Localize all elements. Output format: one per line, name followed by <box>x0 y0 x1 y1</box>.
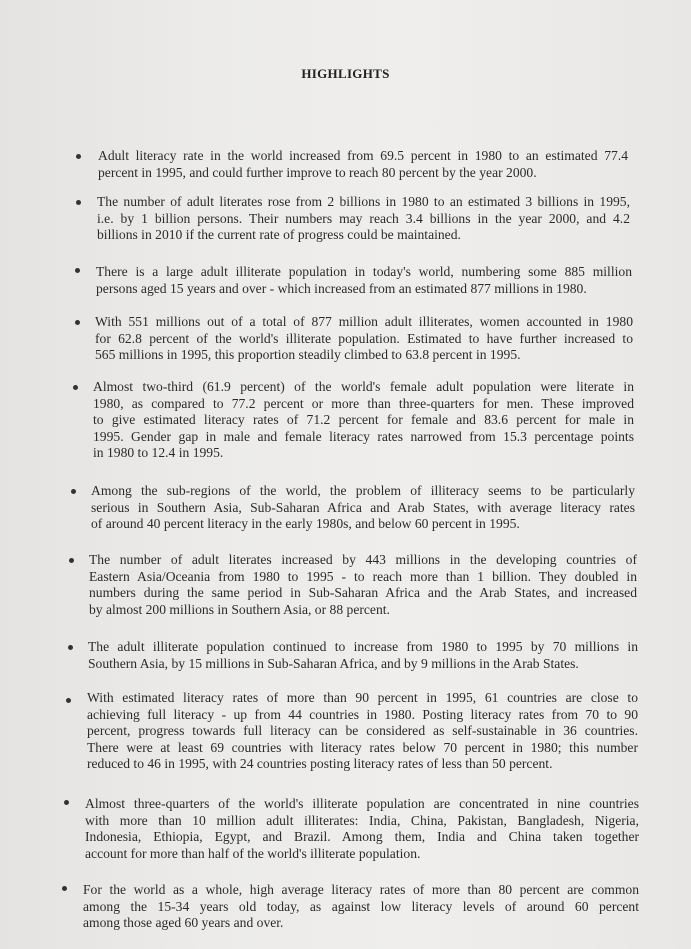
bullet-icon <box>75 268 80 273</box>
highlight-line: numbers during the same period in Sub-Saharan Africa and the Arab States, and increased <box>89 585 637 601</box>
highlight-line: Almost two-third (61.9 percent) of the world's female adult population were literate in <box>93 379 634 394</box>
highlight-text <box>98 148 628 181</box>
bullet-icon <box>66 698 71 703</box>
highlight-line: With 551 millions out of a total of 877 million adult illiterates, women accounted in 1980 <box>95 314 633 329</box>
highlight-line: The number of adult literates rose from 2 billions in 1980 to an estimated 3 billions in 1995, <box>97 194 630 209</box>
highlight-line: Eastern Asia/Oceania from 1980 to 1995 - to reach more than 1 billion. They doubled in <box>89 568 637 584</box>
bullet-icon <box>76 154 81 159</box>
highlight-text <box>88 639 638 672</box>
highlight-line: There is a large adult illiterate population in today's world, numbering some 885 million <box>96 264 632 279</box>
highlight-line: 1995. Gender gap in male and female literacy rates narrowed from 15.3 percentage points <box>93 428 634 444</box>
highlight-line: percent, progress towards full literacy can be considered as self-sustainable in 36 countries. <box>87 723 638 739</box>
highlight-text <box>83 882 639 932</box>
highlight-text <box>95 314 633 364</box>
highlight-text <box>87 690 638 773</box>
bullet-icon <box>64 800 69 805</box>
highlight-line: serious in Southern Asia, Sub-Saharan Africa and Arab States, with average literacy rates <box>91 499 635 515</box>
highlight-line: among the 15-34 years old today, as against low literacy levels of around 60 percent <box>83 898 639 914</box>
highlight-line: Adult literacy rate in the world increased from 69.5 percent in 1980 to an estimated 77.4 <box>98 148 628 163</box>
bullet-icon <box>76 200 81 205</box>
highlight-line: with more than 10 million adult illiterates: India, China, Pakistan, Bangladesh, Nigeria, <box>85 812 639 828</box>
highlight-line: 1980, as compared to 77.2 percent or more than three-quarters for men. These improved <box>93 395 634 411</box>
bullet-icon <box>69 558 74 563</box>
bullet-icon <box>68 645 73 650</box>
highlight-text <box>89 552 637 618</box>
highlight-line: The number of adult literates increased by 443 millions in the developing countries of <box>89 552 637 567</box>
highlight-line: With estimated literacy rates of more than 90 percent in 1995, 61 countries are close to <box>87 690 638 705</box>
highlight-line: The adult illiterate population continued to increase from 1980 to 1995 by 70 millions in <box>88 639 638 654</box>
highlight-line: 565 millions in 1995, this proportion steadily climbed to 63.8 percent in 1995. <box>95 347 521 363</box>
highlight-line: reduced to 46 in 1995, with 24 countries posting literacy rates of less than 50 percent. <box>87 756 553 772</box>
bullet-icon <box>75 320 80 325</box>
highlight-text <box>85 796 639 862</box>
highlight-line: of around 40 percent literacy in the early 1980s, and below 60 percent in 1995. <box>91 516 520 532</box>
highlight-line: to give estimated literacy rates of 71.2 percent for female and 83.6 percent for male in <box>93 412 634 428</box>
page-title: HIGHLIGHTS <box>301 66 390 81</box>
highlight-line: percent in 1995, and could further improve to reach 80 percent by the year 2000. <box>98 164 537 180</box>
highlight-line: achieving full literacy - up from 44 countries in 1980. Posting literacy rates from 70 to 90 <box>87 706 638 722</box>
bullet-icon <box>73 385 78 390</box>
highlight-line: Among the sub-regions of the world, the problem of illiteracy seems to be particularly <box>91 483 635 498</box>
highlight-line: For the world as a whole, high average literacy rates of more than 80 percent are common <box>83 882 639 897</box>
highlight-text <box>97 194 630 244</box>
bullet-icon <box>62 886 67 891</box>
highlight-line: i.e. by 1 billion persons. Their numbers may reach 3.4 billions in the year 2000, and 4.2 <box>97 210 630 226</box>
highlight-line: Indonesia, Ethiopia, Egypt, and Brazil. Among them, India and China taken together <box>85 829 639 845</box>
highlight-line: in 1980 to 12.4 in 1995. <box>93 445 224 461</box>
bullet-icon <box>71 489 76 494</box>
highlight-line: Southern Asia, by 15 millions in Sub-Saharan Africa, and by 9 millions in the Arab States. <box>88 655 579 671</box>
highlight-line: among those aged 60 years and over. <box>83 915 284 931</box>
highlight-line: by almost 200 millions in Southern Asia, or 88 percent. <box>89 601 390 617</box>
highlight-line: There were at least 69 countries with literacy rates below 70 percent in 1980; this number <box>87 739 638 755</box>
highlight-text <box>93 379 634 462</box>
highlight-line: Almost three-quarters of the world's illiterate population are concentrated in nine countries <box>85 796 639 811</box>
highlight-text <box>96 264 632 297</box>
highlight-line: for 62.8 percent of the world's illiterate population. Estimated to have further increased to <box>95 330 633 346</box>
highlight-line: billions in 2010 if the current rate of progress could be maintained. <box>97 227 461 243</box>
highlight-line: persons aged 15 years and over - which increased from an estimated 877 millions in 1980. <box>96 280 587 296</box>
highlight-text <box>91 483 635 533</box>
highlight-line: account for more than half of the world's illiterate population. <box>85 845 421 861</box>
